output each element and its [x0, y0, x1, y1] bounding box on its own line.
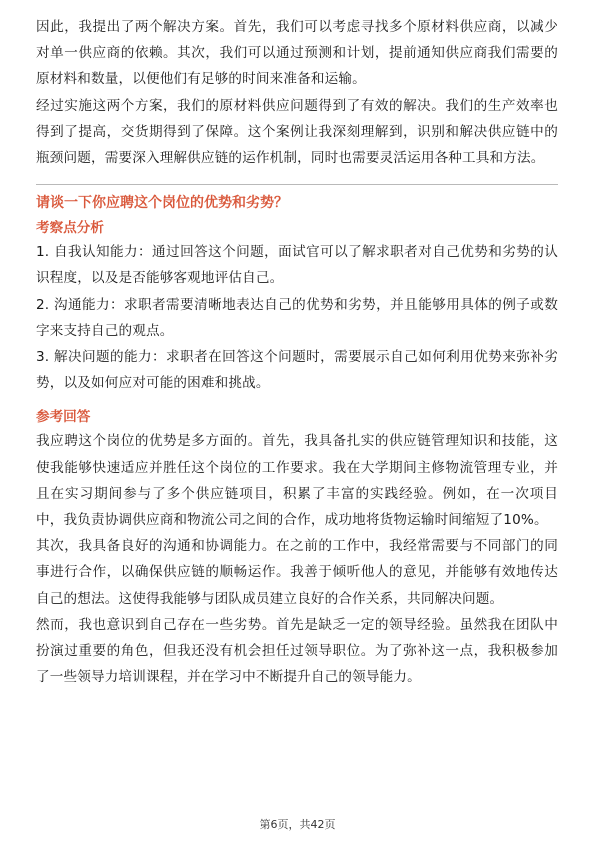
page-number: 第6页，共42页 — [259, 818, 336, 831]
analysis-item-3: 3. 解决问题的能力：求职者在回答这个问题时，需要展示自己如何利用优势来弥补劣势，以及如何应对可能的困难和挑战。 — [36, 349, 558, 392]
interview-question: 请谈一下你应聘这个岗位的优势和劣势？ — [36, 195, 288, 212]
analysis-heading: 考察点分析 — [36, 220, 104, 237]
document-page — [36, 14, 558, 690]
intro-paragraph-1: 因此，我提出了两个解决方案。首先，我们可以考虑寻找多个原材料供应商，以减少对单一供应商的依赖。其次，我们可以通过预测和计划，提前通知供应商我们需要的原材料和数量，以便他们有足够的时间来准备和运输。 — [36, 19, 558, 88]
answer-heading: 参考回答 — [36, 409, 91, 426]
analysis-item-1: 1. 自我认知能力：通过回答这个问题，面试官可以了解求职者对自己优势和劣势的认识程度，以及是否能够客观地评估自己。 — [36, 244, 558, 287]
answer-paragraph-2: 其次，我具备良好的沟通和协调能力。在之前的工作中，我经常需要与不同部门的同事进行合作，以确保供应链的顺畅运作。我善于倾听他人的意见，并能够有效地传达自己的想法。这使得我能够与团队成员建立良好的合作关系，共同解决问题。 — [36, 538, 558, 607]
analysis-item-2: 2. 沟通能力：求职者需要清晰地表达自己的优势和劣势，并且能够用具体的例子或数字来支持自己的观点。 — [36, 296, 558, 339]
answer-paragraph-1: 我应聘这个岗位的优势是多方面的。首先，我具备扎实的供应链管理知识和技能，这使我能够快速适应并胜任这个岗位的工作要求。我在大学期间主修物流管理专业，并且在实习期间参与了多个供应链项目，积累了丰富的实践经验。例如，在一次项目中，我负责协调供应商和物流公司之间的合作，成功地将货物运输时间缩短了10%。 — [36, 433, 558, 529]
answer-paragraph-3: 然而，我也意识到自己存在一些劣势。首先是缺乏一定的领导经验。虽然我在团队中扮演过重要的角色，但我还没有机会担任过领导职位。为了弥补这一点，我积极参加了一些领导力培训课程，并在学习中不断提升自己的领导能力。 — [36, 616, 558, 686]
section-divider — [36, 184, 558, 185]
intro-paragraph-2: 经过实施这两个方案，我们的原材料供应问题得到了有效的解决。我们的生产效率也得到了提高，交货期得到了保障。这个案例让我深刻理解到，识别和解决供应链中的瓶颈问题，需要深入理解供应链的运作机制，同时也需要灵活运用各种工具和方法。 — [36, 97, 558, 167]
